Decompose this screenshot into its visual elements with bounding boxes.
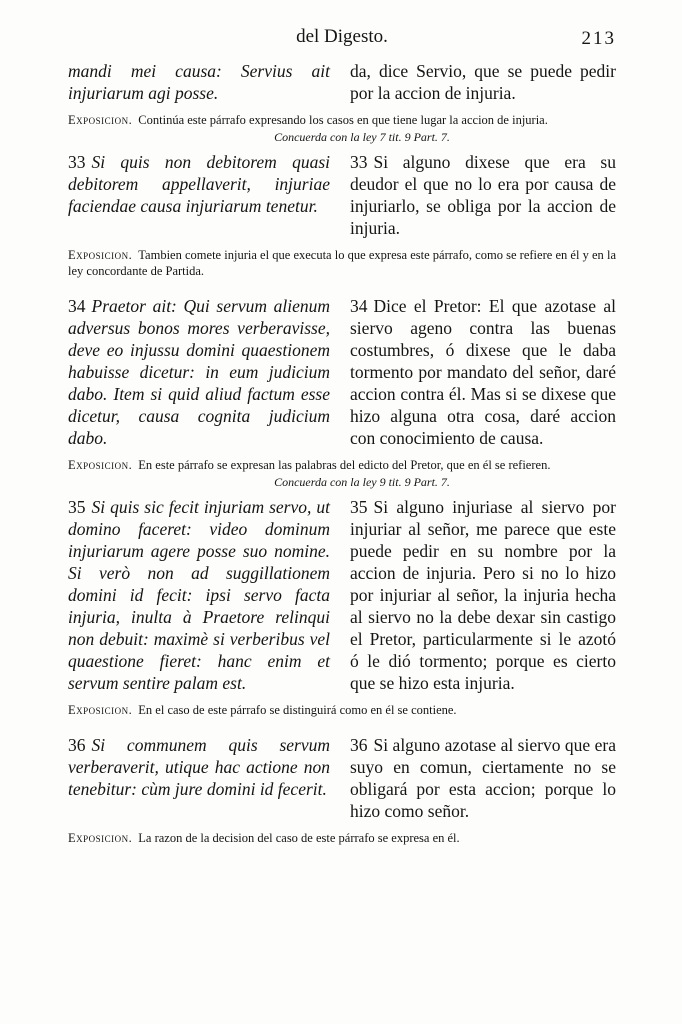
section-35 bbox=[68, 496, 616, 694]
section-number: 33 bbox=[350, 152, 368, 172]
spanish-column bbox=[350, 295, 616, 449]
exposicion-note bbox=[68, 830, 616, 846]
spanish-text: Si alguno azotase al siervo que era suyo en comun, ciertamente no se obligará por esta accion; porque lo hizo como señor. bbox=[350, 735, 616, 821]
concordance-note: Concuerda con la ley 9 tit. 9 Part. 7. bbox=[274, 475, 450, 489]
section-36 bbox=[68, 734, 616, 822]
section-number: 34 bbox=[68, 296, 86, 316]
latin-column bbox=[68, 151, 330, 239]
latin-text: Si communem quis servum verberaverit, utique hac actione non tenebitur: cùm jure domini id fecerit. bbox=[68, 735, 330, 799]
exposicion-text: En este párrafo se expresan las palabras del edicto del Pretor, que en él se refieren. bbox=[138, 458, 551, 472]
spanish-text: da, dice Servio, que se puede pedir por la accion de injuria. bbox=[350, 61, 616, 103]
latin-text: Si quis non debitorem quasi debitorem appellaverit, injuriae faciendae causa injuriarum tenetur. bbox=[68, 152, 330, 216]
exposicion-text: La razon de la decision del caso de este párrafo se expresa en él. bbox=[138, 831, 460, 845]
exposicion-label: Exposicion. bbox=[68, 113, 133, 127]
latin-column bbox=[68, 60, 330, 104]
section-number: 36 bbox=[350, 735, 368, 755]
exposicion-note bbox=[68, 112, 616, 128]
section-number: 34 bbox=[350, 296, 368, 316]
latin-text: Praetor ait: Qui servum alienum adversus bonos mores verberavisse, deve eo injussu domini quaestionem habuisse dicetur: in eum judicium dabo. Item si quid aliud factum esse dicetur, causa cognita judicium dabo. bbox=[68, 296, 330, 448]
section-34 bbox=[68, 295, 616, 449]
spanish-text: Dice el Pretor: El que azotase al siervo ageno contra las buenas costumbres, ó dixese que le daba tormento por mandato del señor, daré accion contra él. Mas si se dixese que hizo alguna otra cosa, daré accion con conocimiento de causa. bbox=[350, 296, 616, 448]
section-number: 36 bbox=[68, 735, 86, 755]
page-header bbox=[68, 26, 616, 60]
latin-text: Si quis sic fecit injuriam servo, ut domino faceret: video dominum injuriarum agere posse suo nomine. Si verò non ad suggillationem domini id fecit: ipsi servo facta injuria, inulta à Praetore relinqui non debuit: maximè si verberibus vel quaestione fieret: hanc enim et servum sentire palam est. bbox=[68, 497, 330, 693]
section-33 bbox=[68, 151, 616, 239]
intro-pair bbox=[68, 60, 616, 104]
exposicion-note bbox=[68, 247, 616, 279]
page-number: 213 bbox=[581, 28, 616, 49]
page-content bbox=[68, 26, 616, 846]
exposicion-text: Continúa este párrafo expresando los casos en que tiene lugar la accion de injuria. bbox=[138, 113, 548, 127]
exposicion-note bbox=[68, 702, 616, 718]
exposicion-label: Exposicion. bbox=[68, 831, 133, 845]
latin-text: mandi mei causa: Servius ait injuriarum agi posse. bbox=[68, 61, 330, 103]
latin-column bbox=[68, 496, 330, 694]
exposicion-text: En el caso de este párrafo se distinguirá como en él se contiene. bbox=[138, 703, 457, 717]
section-number: 33 bbox=[68, 152, 86, 172]
exposicion-label: Exposicion. bbox=[68, 703, 133, 717]
exposicion-text: Tambien comete injuria el que executa lo que expresa este párrafo, como se refiere en él y en la ley concordante de Partida. bbox=[68, 248, 616, 278]
running-title: del Digesto. bbox=[296, 26, 388, 47]
spanish-column bbox=[350, 151, 616, 239]
spanish-column bbox=[350, 60, 616, 104]
exposicion-note bbox=[68, 457, 616, 473]
spanish-column bbox=[350, 496, 616, 694]
concordance-note: Concuerda con la ley 7 tit. 9 Part. 7. bbox=[274, 130, 450, 144]
latin-column bbox=[68, 295, 330, 449]
exposicion-label: Exposicion. bbox=[68, 458, 133, 472]
spanish-text: Si alguno dixese que era su deudor el que no lo era por causa de injuriarlo, se obliga por la accion de injuria. bbox=[350, 152, 616, 238]
section-number: 35 bbox=[350, 497, 368, 517]
spanish-column bbox=[350, 734, 616, 822]
spanish-text: Si alguno injuriase al siervo por injuriar al señor, me parece que este puede pedir en su nombre por la accion de injuria. Pero si no lo hizo por injuriar al señor, la injuria hecha al siervo no la debe dexar sin castigo el Pretor, particularmente si le azotó ó le dió tormento; porque es cierto que se hizo esta injuria. bbox=[350, 497, 616, 693]
exposicion-label: Exposicion. bbox=[68, 248, 133, 262]
latin-column bbox=[68, 734, 330, 822]
section-number: 35 bbox=[68, 497, 86, 517]
